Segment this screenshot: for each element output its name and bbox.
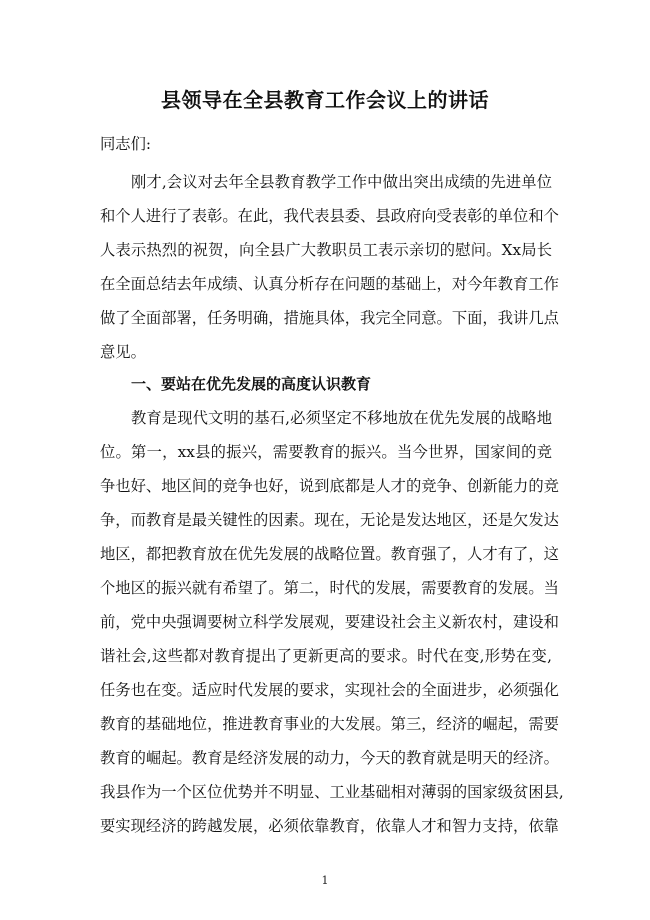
paragraph-line: 在全面总结去年成绩、认真分析存在问题的基础上，对今年教育工作 (100, 275, 559, 293)
paragraph-line: 地区，都把教育放在优先发展的战略位置。教育强了，人才有了，这 (100, 545, 559, 563)
paragraph-line: 我县作为一个区位优势并不明显、工业基础相对薄弱的国家级贫困县, (100, 783, 564, 801)
paragraph-line: 要实现经济的跨越发展，必须依靠教育，依靠人才和智力支持，依靠 (100, 817, 559, 835)
paragraph-line: 教育是现代文明的基石,必须坚定不移地放在优先发展的战略地 (131, 409, 552, 427)
paragraph-line: 教育的崛起。教育是经济发展的动力，今天的教育就是明天的经济。 (100, 749, 559, 767)
paragraph-line: 个地区的振兴就有希望了。第二，时代的发展，需要教育的发展。当 (100, 579, 559, 597)
paragraph-line: 位。第一，xx县的振兴，需要教育的振兴。当今世界，国家间的竞 (100, 443, 552, 461)
page-number: 1 (321, 874, 329, 887)
paragraph-line: 争，而教育是最关键性的因素。现在，无论是发达地区，还是欠发达 (100, 511, 559, 529)
paragraph-line: 争也好、地区间的竞争也好，说到底都是人才的竞争、创新能力的竞 (100, 477, 559, 495)
salutation: 同志们: (100, 135, 152, 153)
paragraph-line: 和个人进行了表彰。在此，我代表县委、县政府向受表彰的单位和个 (100, 207, 559, 225)
paragraph-line: 人表示热烈的祝贺，向全县广大教职员工表示亲切的慰问。Xx局长 (100, 241, 552, 259)
paragraph-line: 前，党中央强调要树立科学发展观，要建设社会主义新农村，建设和 (100, 613, 559, 631)
paragraph-line: 教育的基础地位，推进教育事业的大发展。第三，经济的崛起，需要 (100, 715, 559, 733)
paragraph-line: 做了全面部署，任务明确，措施具体，我完全同意。下面，我讲几点 (100, 309, 559, 327)
section-heading: 一、要站在优先发展的高度认识教育 (131, 375, 372, 393)
paragraph-line: 刚才,会议对去年全县教育教学工作中做出突出成绩的先进单位 (131, 173, 552, 191)
paragraph-line: 谐社会,这些都对教育提出了更新更高的要求。时代在变,形势在变, (100, 647, 552, 665)
paragraph-line: 意见。 (100, 343, 146, 361)
document-title: 县领导在全县教育工作会议上的讲话 (161, 88, 489, 112)
paragraph-line: 任务也在变。适应时代发展的要求，实现社会的全面进步，必须强化 (100, 681, 559, 699)
